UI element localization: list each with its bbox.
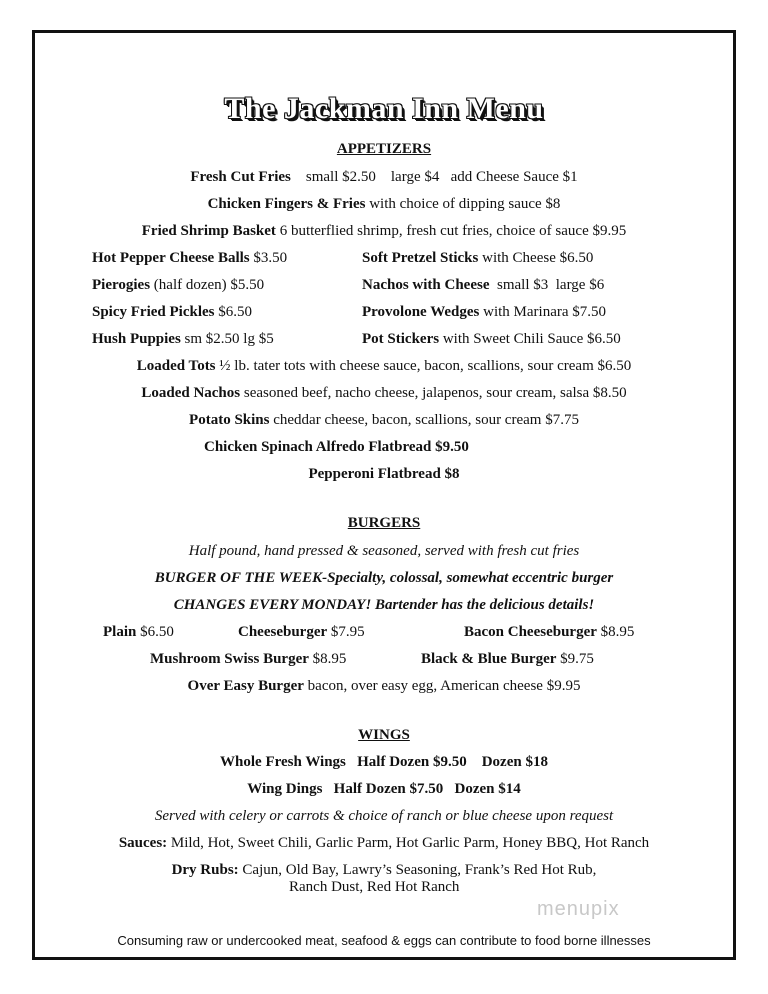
- item-desc: sm $2.50 lg $5: [180, 331, 274, 347]
- burgers-subtitle: Half pound, hand pressed & seasoned, served with fresh cut fries: [188, 543, 580, 559]
- item-name: Over Easy Burger: [187, 678, 304, 694]
- item-desc: 6 butterflied shrimp, fresh cut fries, choice of sauce $9.95: [275, 223, 627, 239]
- dry-rubs-label: Dry Rubs:: [171, 862, 239, 878]
- item-desc: ½ lb. tater tots with cheese sauce, bacon, scallions, sour cream $6.50: [215, 358, 632, 374]
- item-name: Potato Skins: [189, 412, 270, 428]
- item-chicken-fingers: [0, 195, 768, 213]
- item-name: Pierogies: [92, 277, 151, 293]
- wings-served-note: Served with celery or carrots & choice of ranch or blue cheese upon request: [154, 808, 614, 824]
- item-desc: cheddar cheese, bacon, scallions, sour cream $7.75: [269, 412, 579, 428]
- item-provolone-wedges: [362, 303, 606, 321]
- item-fried-shrimp-basket: [0, 222, 768, 240]
- item-desc: with choice of dipping sauce $8: [365, 196, 561, 212]
- dry-rubs-list: Cajun, Old Bay, Lawry’s Seasoning, Frank’s Red Hot Rub,: [238, 862, 597, 878]
- item-hot-pepper-cheese-balls: [92, 249, 287, 267]
- item-name: Spicy Fried Pickles: [92, 304, 215, 320]
- watermark-logo: menupix: [537, 898, 620, 920]
- item-pierogies: [92, 276, 264, 294]
- item-name: Nachos with Cheese: [362, 277, 490, 293]
- item-fresh-cut-fries: [0, 168, 768, 186]
- item-pot-stickers: [362, 330, 621, 348]
- item-name: Plain: [103, 624, 137, 640]
- item-black-blue-burger: [421, 650, 594, 668]
- item-hush-puppies: [92, 330, 274, 348]
- item-desc: with Cheese $6.50: [478, 250, 594, 266]
- item-desc: $3.50: [249, 250, 288, 266]
- item-name: Provolone Wedges: [362, 304, 480, 320]
- item-name: Chicken Fingers & Fries: [207, 196, 366, 212]
- item-desc: $6.50: [214, 304, 252, 320]
- item-price: $9.75: [556, 651, 594, 667]
- item-price: $8.95: [308, 651, 347, 667]
- item-name: Fresh Cut Fries: [190, 169, 291, 185]
- item-soft-pretzel-sticks: [362, 249, 593, 267]
- wings-sauces: [0, 834, 768, 852]
- item-plain-burger: [103, 623, 174, 641]
- item-price: $6.50: [136, 624, 174, 640]
- item-name: Hot Pepper Cheese Balls: [92, 250, 250, 266]
- item-price-large: large $4: [390, 169, 440, 185]
- item-name: Cheeseburger: [238, 624, 328, 640]
- burger-of-the-week: BURGER OF THE WEEK-Specialty, colossal, somewhat eccentric burger: [154, 570, 614, 586]
- item-loaded-nachos: [0, 384, 768, 402]
- item-desc: seasoned beef, nacho cheese, jalapenos, sour cream, salsa $8.50: [240, 385, 627, 401]
- appetizers-heading: APPETIZERS: [336, 141, 432, 157]
- item-chicken-spinach-alfredo-flatbread: Chicken Spinach Alfredo Flatbread $9.50: [204, 439, 469, 455]
- item-cheeseburger: [238, 623, 365, 641]
- item-potato-skins: [0, 411, 768, 429]
- item-whole-fresh-wings: Whole Fresh Wings Half Dozen $9.50 Dozen $18: [220, 754, 548, 770]
- item-name: Hush Puppies: [92, 331, 181, 347]
- item-desc: small $3 large $6: [489, 277, 605, 293]
- item-nachos-with-cheese: [362, 276, 604, 294]
- burgers-heading: BURGERS: [347, 515, 421, 531]
- wings-heading: WINGS: [358, 727, 410, 743]
- item-name: Black & Blue Burger: [421, 651, 557, 667]
- wings-dry-rubs: [0, 861, 768, 879]
- burger-special-note: CHANGES EVERY MONDAY! Bartender has the delicious details!: [173, 597, 595, 613]
- item-desc: with Marinara $7.50: [479, 304, 607, 320]
- item-name: Loaded Tots: [136, 358, 216, 374]
- item-name: Pot Stickers: [362, 331, 440, 347]
- item-spicy-fried-pickles: [92, 303, 252, 321]
- item-pepperoni-flatbread: Pepperoni Flatbread $8: [308, 466, 460, 482]
- food-safety-disclaimer: Consuming raw or undercooked meat, seafood & eggs can contribute to food borne illnesses: [117, 933, 651, 948]
- sauces-list: Mild, Hot, Sweet Chili, Garlic Parm, Hot Garlic Parm, Honey BBQ, Hot Ranch: [167, 835, 650, 851]
- item-price: $8.95: [596, 624, 635, 640]
- item-over-easy-burger: [0, 677, 768, 695]
- item-desc: with Sweet Chili Sauce $6.50: [439, 331, 621, 347]
- item-desc: bacon, over easy egg, American cheese $9.95: [303, 678, 581, 694]
- item-wing-dings: Wing Dings Half Dozen $7.50 Dozen $14: [247, 781, 521, 797]
- item-loaded-tots: [0, 357, 768, 375]
- item-name: Soft Pretzel Sticks: [362, 250, 479, 266]
- item-bacon-cheeseburger: [464, 623, 634, 641]
- item-name: Fried Shrimp Basket: [141, 223, 276, 239]
- item-price: $7.95: [327, 624, 365, 640]
- item-name: Mushroom Swiss Burger: [150, 651, 309, 667]
- dry-rubs-list-continued: Ranch Dust, Red Hot Ranch: [289, 879, 460, 895]
- item-price-small: small $2.50: [305, 169, 376, 185]
- item-name: Bacon Cheeseburger: [464, 624, 597, 640]
- menu-title: The Jackman Inn Menu: [224, 92, 544, 125]
- item-desc: (half dozen) $5.50: [150, 277, 265, 293]
- item-addon: add Cheese Sauce $1: [450, 169, 578, 185]
- sauces-label: Sauces:: [118, 835, 168, 851]
- item-mushroom-swiss-burger: [150, 650, 346, 668]
- item-name: Loaded Nachos: [141, 385, 241, 401]
